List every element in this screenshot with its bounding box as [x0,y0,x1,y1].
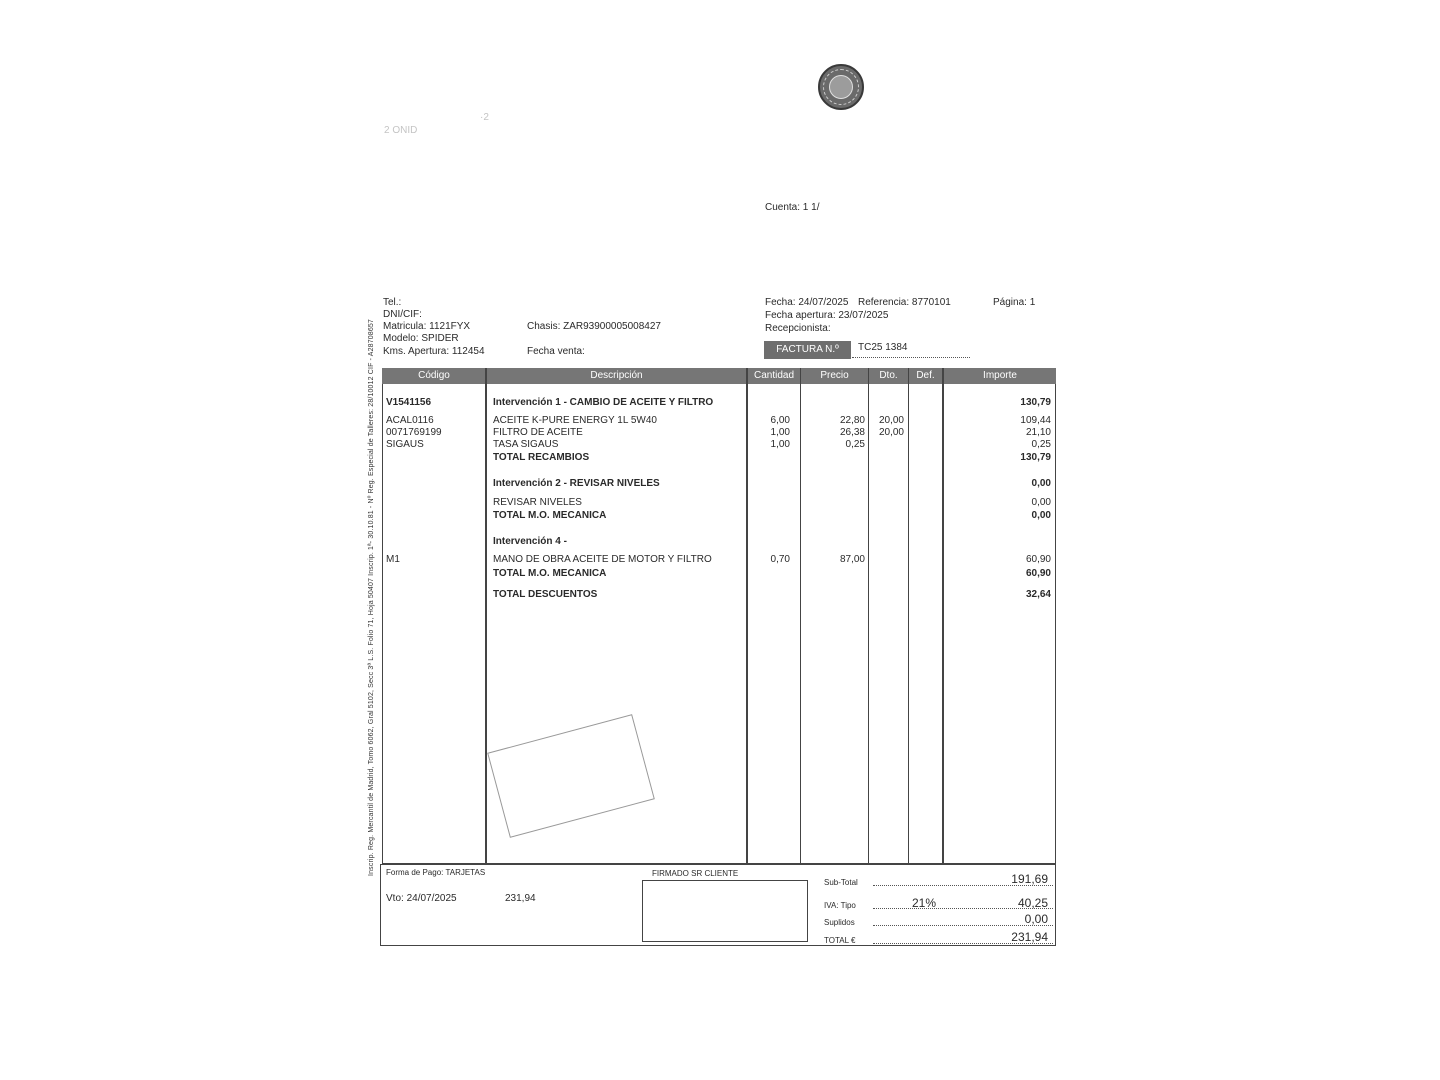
recepcionista-label: Recepcionista: [765,323,831,334]
cell-cantidad: 1,00 [770,439,790,450]
cell-codigo: M1 [386,554,400,565]
cell-importe: 130,79 [1020,397,1051,408]
cell-importe: 130,79 [1020,452,1051,463]
total-label: TOTAL € [824,936,856,945]
cell-importe: 60,90 [1025,554,1051,565]
factura-label-box: FACTURA N.º [764,341,851,359]
firmado-label: FIRMADO SR CLIENTE [652,869,739,878]
forma-pago-label: Forma de Pago: TARJETAS [386,868,486,877]
col-divider-5 [908,368,909,864]
cell-dto: 20,00 [878,427,904,438]
fecha-label: Fecha: 24/07/2025 [765,297,849,308]
registry-side-text: Inscrip. Reg. Mercantil de Madrid, Tomo 6062, Gral 5102, Secc 3ª L.S. Folio 71, Hoja 50407 Inscrip. 1ª- 30.10.81 - Nº Reg. Especial de Talleres: 28/10012 CIF - A28708657 [368,319,375,876]
subtotal-value: 191,69 [1011,872,1048,886]
col-header-descripcion: Descripción [590,370,643,381]
factura-number: TC25 1384 [858,342,908,353]
suplidos-value: 0,00 [1024,912,1048,926]
vto-label: Vto: 24/07/2025 [386,893,457,904]
chasis-label: Chasis: ZAR93900005008427 [527,321,661,332]
total-dotline [873,943,1053,944]
kms-label: Kms. Apertura: 112454 [383,346,485,357]
fecha-venta-label: Fecha venta: [527,346,585,357]
cell-descripcion: ACEITE K-PURE ENERGY 1L 5W40 [493,415,657,426]
cell-importe: 0,25 [1031,439,1051,450]
factura-number-underline [852,357,970,358]
cell-precio: 87,00 [839,554,865,565]
cell-descripcion: Intervención 1 - CAMBIO DE ACEITE Y FILTRO [493,397,714,408]
subtotal-label: Sub-Total [824,878,858,887]
cell-dto: 20,00 [878,415,904,426]
fecha-apertura-label: Fecha apertura: 23/07/2025 [765,310,889,321]
cell-descripcion: TASA SIGAUS [493,439,559,450]
iva-tipo: 21% [911,896,936,910]
pagina-label: Página: 1 [993,297,1036,308]
cell-importe: 21,10 [1025,427,1051,438]
tel-label: Tel.: [383,297,402,308]
suplidos-dotline [873,925,1053,926]
cell-importe: 0,00 [1031,497,1051,508]
cell-descripcion: REVISAR NIVELES [493,497,582,508]
col-header-precio: Precio [820,370,849,381]
cuenta-label: Cuenta: 1 1/ [765,202,820,213]
modelo-label: Modelo: SPIDER [383,333,459,344]
signature-box [642,880,808,942]
suplidos-label: Suplidos [824,918,855,927]
cell-precio: 26,38 [839,427,865,438]
cell-precio: 22,80 [839,415,865,426]
cell-importe: 109,44 [1020,415,1051,426]
cell-importe: 0,00 [1031,510,1051,521]
brand-logo-icon [818,64,864,110]
matricula-label: Matricula: 1121FYX [383,321,471,332]
cell-importe: 60,90 [1025,568,1051,579]
total-value: 231,94 [1011,930,1048,944]
cell-descripcion: FILTRO DE ACEITE [493,427,583,438]
cell-codigo: SIGAUS [386,439,424,450]
cell-descripcion: Intervención 4 - [493,536,567,547]
cell-importe: 32,64 [1025,589,1051,600]
col-header-cantidad: Cantidad [753,370,795,381]
referencia-label: Referencia: 8770101 [858,297,951,308]
vto-amount: 231,94 [505,893,536,904]
cell-codigo: V1541156 [386,397,432,408]
logo-center [829,75,853,99]
cell-descripcion: TOTAL RECAMBIOS [493,452,590,463]
cell-cantidad: 1,00 [770,427,790,438]
col-header-importe: Importe [983,370,1017,381]
col-divider-1 [485,368,487,864]
cell-codigo: ACAL0116 [386,415,434,426]
cell-descripcion: MANO DE OBRA ACEITE DE MOTOR Y FILTRO [493,554,712,565]
iva-label: IVA: Tipo [824,901,856,910]
cell-cantidad: 0,70 [770,554,790,565]
col-header-dto: Dto. [879,370,898,381]
iva-dotline [873,908,1053,909]
cell-codigo: 0071769199 [386,427,442,438]
cell-precio: 0,25 [845,439,865,450]
subtotal-dotline [873,885,1053,886]
dni-label: DNI/CIF: [383,309,422,320]
faint-address-line-2: 2 ONID [384,125,418,136]
col-header-codigo: Código [418,370,450,381]
cell-importe: 0,00 [1031,478,1051,489]
iva-value: 40,25 [1017,896,1048,910]
col-header-def: Def. [916,370,935,381]
cell-cantidad: 6,00 [770,415,790,426]
faint-address-line-1: ·2 [480,112,489,123]
cell-descripcion: TOTAL M.O. MECANICA [493,510,607,521]
cell-descripcion: Intervención 2 - REVISAR NIVELES [493,478,660,489]
col-divider-4 [868,368,869,864]
cell-descripcion: TOTAL M.O. MECANICA [493,568,607,579]
cell-descripcion: TOTAL DESCUENTOS [493,589,598,600]
